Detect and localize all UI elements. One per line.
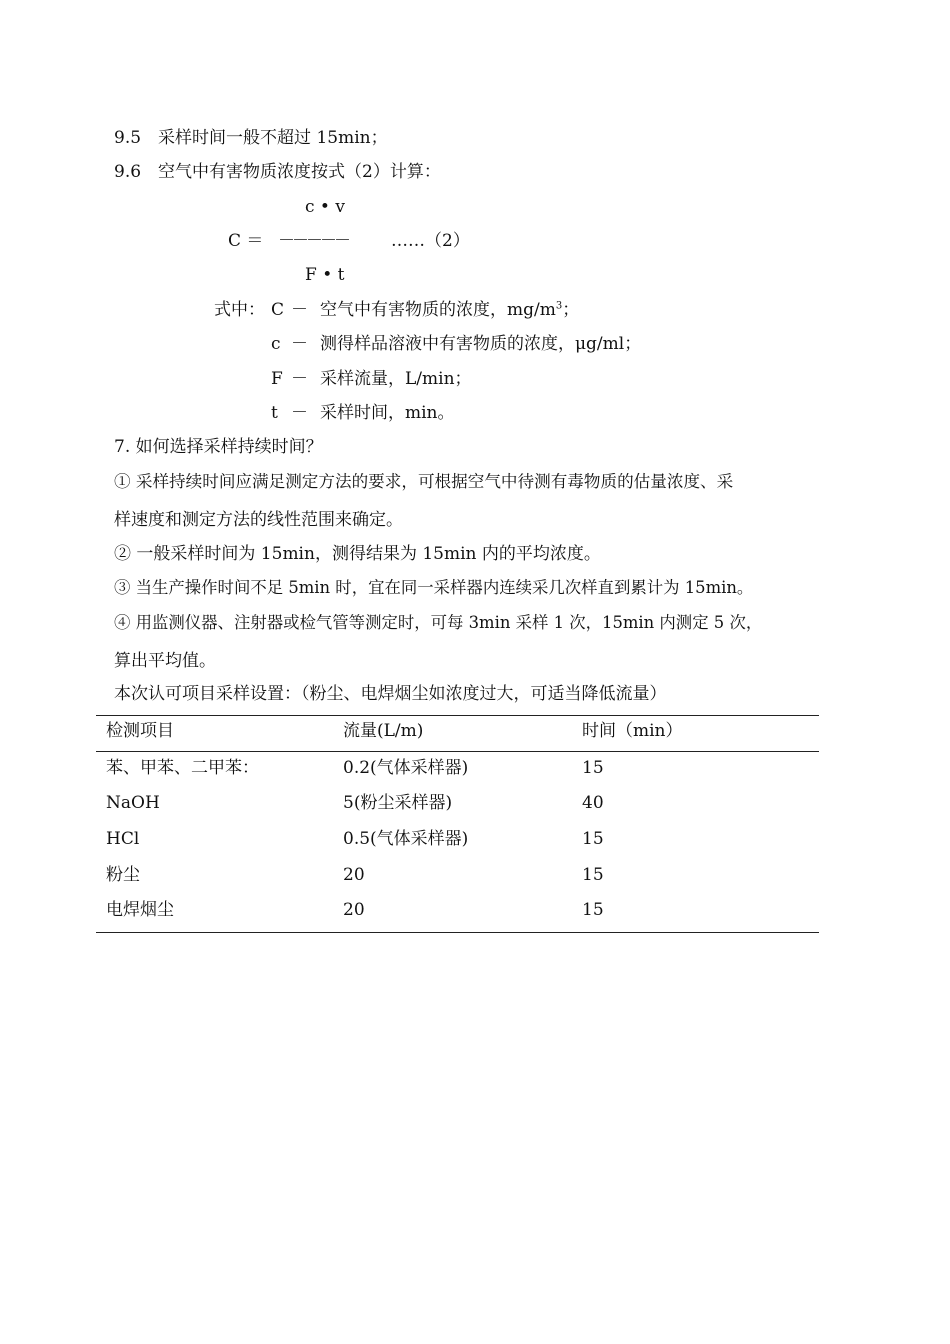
definition-F-text: 采样流量，L/min； (320, 369, 472, 389)
definition-t-symbol: t (271, 403, 278, 423)
table-cell-item: NaOH (106, 793, 160, 813)
table-header-time: 时间（min） (582, 721, 683, 741)
table-cell-time: 15 (582, 829, 604, 849)
table-top-rule (96, 715, 819, 716)
table-cell-item: 电焊烟尘 (106, 900, 174, 920)
table-header-flow: 流量(L/m) (343, 721, 424, 741)
table-header-rule (96, 751, 819, 752)
table-cell-time: 15 (582, 900, 604, 920)
formula-lhs: C ＝ (228, 231, 264, 251)
formula-fraction-bar: －－－－－ (278, 231, 348, 251)
definition-C-end: ； (562, 300, 580, 320)
definition-t-dash: － (291, 403, 308, 423)
table-cell-flow: 0.2(气体采样器) (343, 758, 469, 778)
table-cell-flow: 5(粉尘采样器) (343, 793, 453, 813)
definition-F-symbol: F (271, 369, 283, 389)
table-cell-flow: 20 (343, 900, 365, 920)
table-cell-flow: 0.5(气体采样器) (343, 829, 469, 849)
table-cell-time: 15 (582, 865, 604, 885)
table-cell-item: HCl (106, 829, 140, 849)
formula-equation-number: ……（2） (391, 231, 470, 251)
definition-F-dash: － (291, 369, 308, 389)
definition-c-dash: － (291, 334, 308, 354)
definition-C-body: 空气中有害物质的浓度，mg/m (320, 300, 556, 320)
table-cell-item: 苯、甲苯、二甲苯： (106, 758, 259, 778)
formula-numerator: c • v (305, 197, 345, 217)
formula-denominator: F • t (305, 265, 345, 285)
definition-C-dash: － (291, 300, 308, 320)
item-9-5: 9.5 采样时间一般不超过 15min； (114, 128, 388, 148)
definition-t-text: 采样时间，min。 (320, 403, 455, 423)
table-cell-time: 40 (582, 793, 604, 813)
table-header-item: 检测项目 (106, 721, 174, 741)
table-bottom-rule (96, 932, 819, 933)
section-7-p1-line2: 样速度和测定方法的线性范围来确定。 (114, 510, 403, 530)
definition-c-symbol: c (271, 334, 281, 354)
section-7-p3: ③ 当生产操作时间不足 5min 时，宜在同一采样器内连续采几次样直到累计为 15min。 (114, 578, 754, 597)
item-9-6: 9.6 空气中有害物质浓度按式（2）计算： (114, 162, 441, 182)
section-7-question: 7. 如何选择采样持续时间？ (114, 437, 323, 457)
table-cell-item: 粉尘 (106, 865, 140, 885)
definition-C-text (320, 299, 579, 321)
section-7-p2: ② 一般采样时间为 15min，测得结果为 15min 内的平均浓度。 (114, 544, 601, 564)
section-7-p4-line1: ④ 用监测仪器、注射器或检气管等测定时，可每 3min 采样 1 次，15min 内测定 5 次， (114, 613, 763, 632)
section-7-p1-line1: ① 采样持续时间应满足测定方法的要求，可根据空气中待测有毒物质的估量浓度、采 (114, 472, 734, 491)
table-intro: 本次认可项目采样设置：（粉尘、电焊烟尘如浓度过大，可适当降低流量） (114, 684, 667, 704)
definitions-prefix: 式中： (214, 300, 265, 320)
definition-c-text: 测得样品溶液中有害物质的浓度，μg/ml； (320, 334, 642, 354)
superscript-3: 3 (555, 300, 563, 312)
section-7-p4-line2: 算出平均值。 (114, 651, 216, 671)
table-cell-time: 15 (582, 758, 604, 778)
definition-C-symbol: C (271, 300, 285, 320)
table-cell-flow: 20 (343, 865, 365, 885)
